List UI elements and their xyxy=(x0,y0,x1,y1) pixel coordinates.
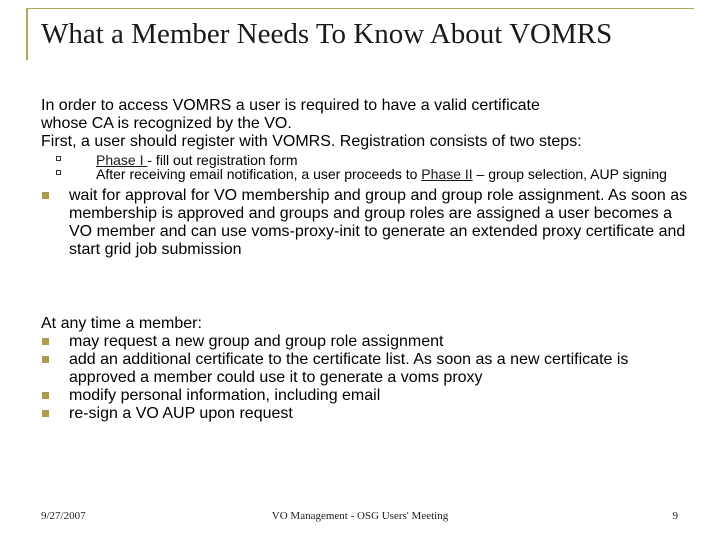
footer-date: 9/27/2007 xyxy=(41,510,86,522)
square-bullet-icon xyxy=(42,192,49,199)
hollow-square-bullet-icon xyxy=(56,156,61,161)
slide-title: What a Member Needs To Know About VOMRS xyxy=(41,18,613,50)
registration-steps xyxy=(41,153,691,181)
list-item xyxy=(41,351,691,387)
list-item xyxy=(41,405,691,423)
square-bullet-icon xyxy=(42,338,49,345)
slide-content xyxy=(41,97,691,259)
hollow-square-bullet-icon xyxy=(56,170,61,175)
intro-line-3: First, a user should register with VOMRS. Registration consists of two steps: xyxy=(41,133,582,150)
list-item xyxy=(41,153,691,167)
anytime-item-text: add an additional certificate to the certificate list. As soon as a new certificate is approved a member could use it to generate a voms proxy xyxy=(69,351,629,386)
square-bullet-icon xyxy=(42,356,49,363)
intro-line-1: In order to access VOMRS a user is required to have a valid certificate xyxy=(41,97,540,114)
phase-two-text-after: – group selection, AUP signing xyxy=(472,166,667,182)
page-number: 9 xyxy=(672,510,678,522)
phase-one-link[interactable]: Phase I xyxy=(96,152,148,168)
phase-two-text-before: After receiving email notification, a user proceeds to xyxy=(96,166,422,182)
footer-title: VO Management - OSG Users' Meeting xyxy=(271,510,449,522)
list-item xyxy=(41,333,691,351)
square-bullet-icon xyxy=(42,410,49,417)
square-bullet-icon xyxy=(42,392,49,399)
list-item xyxy=(41,167,691,181)
wait-approval-text: wait for approval for VO membership and group and group role assignment. As soon as membership is approved and groups and group roles are assigned a user becomes a VO member and can use voms-proxy-init to generate an extended proxy certificate and start grid job submission xyxy=(69,187,688,258)
anytime-item-text: modify personal information, including email xyxy=(69,387,381,404)
list-item xyxy=(41,387,691,405)
phase-two-link[interactable]: Phase II xyxy=(421,166,473,182)
anytime-section xyxy=(41,315,691,423)
approval-step xyxy=(41,187,691,259)
list-item xyxy=(41,187,691,259)
title-frame-top xyxy=(26,8,694,9)
phase-one-text: - fill out registration form xyxy=(147,152,298,168)
anytime-list xyxy=(41,333,691,423)
intro-line-2: whose CA is recognized by the VO. xyxy=(41,115,292,132)
anytime-label: At any time a member: xyxy=(41,315,202,332)
anytime-item-text: re-sign a VO AUP upon request xyxy=(69,405,293,422)
anytime-item-text: may request a new group and group role assignment xyxy=(69,333,444,350)
title-frame-left xyxy=(26,8,28,60)
